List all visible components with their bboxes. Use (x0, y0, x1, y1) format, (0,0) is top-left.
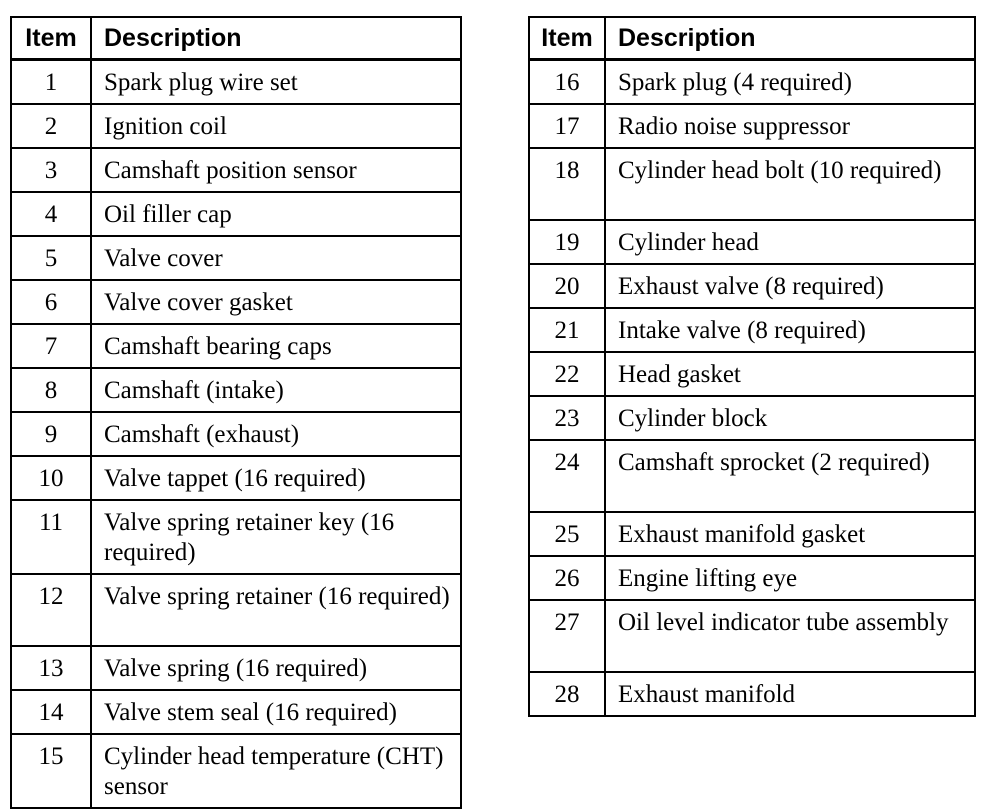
table-row (11, 574, 461, 646)
table-header-row (11, 17, 461, 60)
item-description: Exhaust manifold (605, 672, 975, 716)
item-number: 7 (11, 324, 91, 368)
item-description: Head gasket (605, 352, 975, 396)
item-description: Cylinder head (605, 220, 975, 264)
item-number: 18 (529, 148, 605, 220)
item-number: 21 (529, 308, 605, 352)
parts-table-left (10, 16, 462, 809)
item-description: Spark plug wire set (91, 60, 461, 105)
table-row (529, 60, 975, 105)
item-description: Cylinder head bolt (10 required) (605, 148, 975, 220)
item-number: 1 (11, 60, 91, 105)
item-number: 8 (11, 368, 91, 412)
item-description: Oil level indicator tube assembly (605, 600, 975, 672)
item-number: 9 (11, 412, 91, 456)
item-description: Camshaft position sensor (91, 148, 461, 192)
table-row (529, 352, 975, 396)
item-description: Valve spring (16 required) (91, 646, 461, 690)
item-description: Valve stem seal (16 required) (91, 690, 461, 734)
table-row (529, 600, 975, 672)
table-row (11, 60, 461, 105)
column-header-item: Item (11, 17, 91, 60)
table-row (529, 440, 975, 512)
table-header-row (529, 17, 975, 60)
item-number: 11 (11, 500, 91, 574)
item-number: 22 (529, 352, 605, 396)
item-description: Valve cover (91, 236, 461, 280)
item-description: Cylinder head temperature (CHT) sensor (91, 734, 461, 808)
item-number: 19 (529, 220, 605, 264)
table-row (11, 192, 461, 236)
parts-table-right (528, 16, 976, 717)
table-row (529, 104, 975, 148)
item-description: Ignition coil (91, 104, 461, 148)
table-row (11, 148, 461, 192)
item-description: Valve tappet (16 required) (91, 456, 461, 500)
table-row (529, 396, 975, 440)
item-description: Intake valve (8 required) (605, 308, 975, 352)
table-row (529, 672, 975, 716)
item-number: 4 (11, 192, 91, 236)
column-header-description: Description (605, 17, 975, 60)
item-number: 14 (11, 690, 91, 734)
table-row (11, 646, 461, 690)
item-number: 23 (529, 396, 605, 440)
item-number: 27 (529, 600, 605, 672)
table-row (529, 308, 975, 352)
table-row (11, 104, 461, 148)
table-row (529, 512, 975, 556)
item-number: 28 (529, 672, 605, 716)
item-number: 12 (11, 574, 91, 646)
item-number: 15 (11, 734, 91, 808)
table-row (11, 690, 461, 734)
item-number: 2 (11, 104, 91, 148)
table-row (11, 236, 461, 280)
table-row (529, 148, 975, 220)
table-row (11, 500, 461, 574)
item-number: 10 (11, 456, 91, 500)
item-description: Camshaft (exhaust) (91, 412, 461, 456)
item-description: Valve spring retainer (16 required) (91, 574, 461, 646)
item-description: Radio noise suppressor (605, 104, 975, 148)
item-number: 13 (11, 646, 91, 690)
item-number: 17 (529, 104, 605, 148)
column-header-description: Description (91, 17, 461, 60)
table-row (11, 280, 461, 324)
table-row (11, 412, 461, 456)
item-description: Exhaust valve (8 required) (605, 264, 975, 308)
item-number: 25 (529, 512, 605, 556)
item-description: Camshaft bearing caps (91, 324, 461, 368)
item-description: Camshaft sprocket (2 required) (605, 440, 975, 512)
item-number: 16 (529, 60, 605, 105)
item-description: Valve cover gasket (91, 280, 461, 324)
table-row (11, 324, 461, 368)
item-description: Exhaust manifold gasket (605, 512, 975, 556)
item-number: 24 (529, 440, 605, 512)
column-header-item: Item (529, 17, 605, 60)
item-description: Valve spring retainer key (16 required) (91, 500, 461, 574)
table-row (529, 264, 975, 308)
item-number: 6 (11, 280, 91, 324)
item-description: Engine lifting eye (605, 556, 975, 600)
item-number: 26 (529, 556, 605, 600)
item-description: Spark plug (4 required) (605, 60, 975, 105)
item-number: 20 (529, 264, 605, 308)
table-row (529, 220, 975, 264)
table-row (11, 368, 461, 412)
item-number: 3 (11, 148, 91, 192)
table-row (11, 456, 461, 500)
item-description: Camshaft (intake) (91, 368, 461, 412)
table-row (529, 556, 975, 600)
item-description: Cylinder block (605, 396, 975, 440)
item-number: 5 (11, 236, 91, 280)
table-row (11, 734, 461, 808)
item-description: Oil filler cap (91, 192, 461, 236)
